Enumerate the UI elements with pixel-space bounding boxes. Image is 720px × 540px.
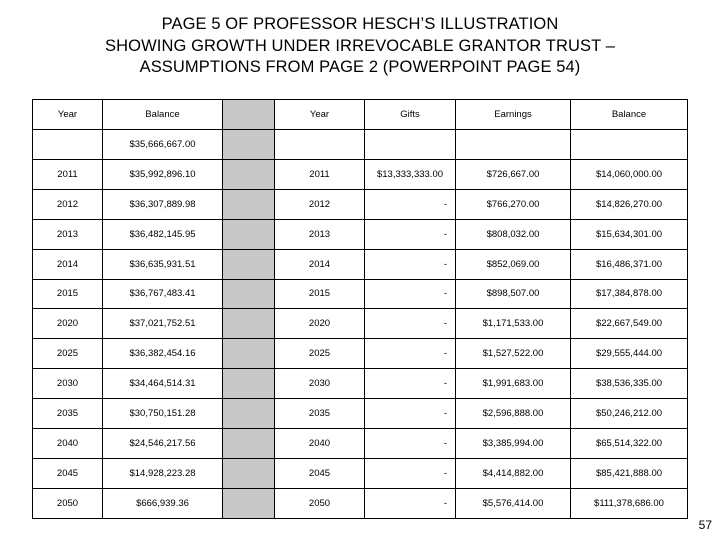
header-earnings: Earnings [456, 100, 571, 130]
row-year2: 2030 [275, 369, 365, 399]
table-row [33, 339, 688, 369]
title-line-1: PAGE 5 OF PROFESSOR HESCH’S ILLUSTRATION [161, 15, 559, 33]
gap-column [223, 189, 275, 219]
row-year2: 2011 [275, 159, 365, 189]
header-year-right: Year [275, 100, 365, 130]
row-balance2: $29,555,444.00 [571, 339, 688, 369]
table-row [33, 488, 688, 518]
row-year2: 2020 [275, 309, 365, 339]
row-year2: 2015 [275, 279, 365, 309]
row-balance: $35,992,896.10 [103, 159, 223, 189]
initial-earnings-cell [456, 129, 571, 159]
row-balance2: $65,514,322.00 [571, 429, 688, 459]
row-gifts: - [365, 488, 456, 518]
header-row [33, 100, 688, 130]
row-year2: 2025 [275, 339, 365, 369]
row-balance2: $85,421,888.00 [571, 459, 688, 489]
row-balance2: $38,536,335.00 [571, 369, 688, 399]
row-balance: $37,021,752.51 [103, 309, 223, 339]
title-line-2: SHOWING GROWTH UNDER IRREVOCABLE GRANTOR TRUST – [105, 36, 615, 55]
row-year: 2045 [33, 459, 103, 489]
slide-title [0, 14, 720, 79]
illustration-table [32, 99, 688, 519]
row-balance2: $16,486,371.00 [571, 249, 688, 279]
row-earnings: $1,171,533.00 [456, 309, 571, 339]
initial-balance2-cell [571, 129, 688, 159]
initial-year-cell [33, 129, 103, 159]
row-year: 2015 [33, 279, 103, 309]
table-row [33, 369, 688, 399]
row-year: 2040 [33, 429, 103, 459]
row-gifts: - [365, 459, 456, 489]
gap-column [223, 429, 275, 459]
initial-year2-cell [275, 129, 365, 159]
row-year: 2014 [33, 249, 103, 279]
title-line-3: ASSUMPTIONS FROM PAGE 2 (POWERPOINT PAGE 54) [139, 58, 581, 76]
gap-column [223, 100, 275, 130]
row-gifts: - [365, 429, 456, 459]
page-number: 57 [698, 518, 712, 532]
row-gifts: - [365, 339, 456, 369]
row-earnings: $2,596,888.00 [456, 399, 571, 429]
row-gifts: - [365, 219, 456, 249]
gap-column [223, 279, 275, 309]
row-year: 2050 [33, 488, 103, 518]
row-balance2: $22,667,549.00 [571, 309, 688, 339]
row-balance: $36,382,454.16 [103, 339, 223, 369]
initial-row [33, 129, 688, 159]
header-year-left: Year [33, 100, 103, 130]
initial-balance: $35,666,667.00 [103, 129, 223, 159]
row-earnings: $4,414,882.00 [456, 459, 571, 489]
row-earnings: $5,576,414.00 [456, 488, 571, 518]
row-gifts: - [365, 249, 456, 279]
table-row [33, 429, 688, 459]
header-gifts: Gifts [365, 100, 456, 130]
table-row [33, 309, 688, 339]
gap-column [223, 488, 275, 518]
row-balance: $14,928,223.28 [103, 459, 223, 489]
gap-column [223, 459, 275, 489]
row-balance: $666,939.36 [103, 488, 223, 518]
row-gifts: - [365, 189, 456, 219]
gap-column [223, 159, 275, 189]
row-earnings: $1,991,683.00 [456, 369, 571, 399]
row-balance2: $50,246,212.00 [571, 399, 688, 429]
row-balance2: $17,384,878.00 [571, 279, 688, 309]
gap-column [223, 219, 275, 249]
row-year: 2030 [33, 369, 103, 399]
table-row [33, 219, 688, 249]
row-year2: 2013 [275, 219, 365, 249]
row-earnings: $852,069.00 [456, 249, 571, 279]
row-earnings: $898,507.00 [456, 279, 571, 309]
header-balance-left: Balance [103, 100, 223, 130]
row-gifts: - [365, 369, 456, 399]
row-year2: 2014 [275, 249, 365, 279]
row-year: 2012 [33, 189, 103, 219]
gap-column [223, 339, 275, 369]
gap-column [223, 399, 275, 429]
row-balance2: $14,826,270.00 [571, 189, 688, 219]
table-row [33, 399, 688, 429]
table-row [33, 189, 688, 219]
row-year: 2020 [33, 309, 103, 339]
row-balance: $36,767,483.41 [103, 279, 223, 309]
table-row [33, 459, 688, 489]
row-balance: $36,307,889.98 [103, 189, 223, 219]
row-balance: $34,464,514.31 [103, 369, 223, 399]
row-earnings: $808,032.00 [456, 219, 571, 249]
row-year: 2035 [33, 399, 103, 429]
row-balance: $24,546,217.56 [103, 429, 223, 459]
row-balance2: $15,634,301.00 [571, 219, 688, 249]
row-balance2: $111,378,686.00 [571, 488, 688, 518]
row-balance: $30,750,151.28 [103, 399, 223, 429]
row-earnings: $766,270.00 [456, 189, 571, 219]
table-row [33, 279, 688, 309]
row-year: 2013 [33, 219, 103, 249]
table-row [33, 159, 688, 189]
row-earnings: $726,667.00 [456, 159, 571, 189]
row-gifts: - [365, 279, 456, 309]
table-row [33, 249, 688, 279]
row-gifts: - [365, 309, 456, 339]
row-earnings: $1,527,522.00 [456, 339, 571, 369]
row-year2: 2040 [275, 429, 365, 459]
row-gifts: - [365, 399, 456, 429]
row-gifts: $13,333,333.00 [365, 159, 456, 189]
header-balance-right: Balance [571, 100, 688, 130]
row-earnings: $3,385,994.00 [456, 429, 571, 459]
row-year: 2025 [33, 339, 103, 369]
gap-column [223, 309, 275, 339]
initial-gifts-cell [365, 129, 456, 159]
gap-column [223, 129, 275, 159]
row-year2: 2045 [275, 459, 365, 489]
row-year2: 2050 [275, 488, 365, 518]
row-balance2: $14,060,000.00 [571, 159, 688, 189]
row-year: 2011 [33, 159, 103, 189]
row-year2: 2012 [275, 189, 365, 219]
row-balance: $36,635,931.51 [103, 249, 223, 279]
gap-column [223, 249, 275, 279]
gap-column [223, 369, 275, 399]
row-balance: $36,482,145.95 [103, 219, 223, 249]
row-year2: 2035 [275, 399, 365, 429]
